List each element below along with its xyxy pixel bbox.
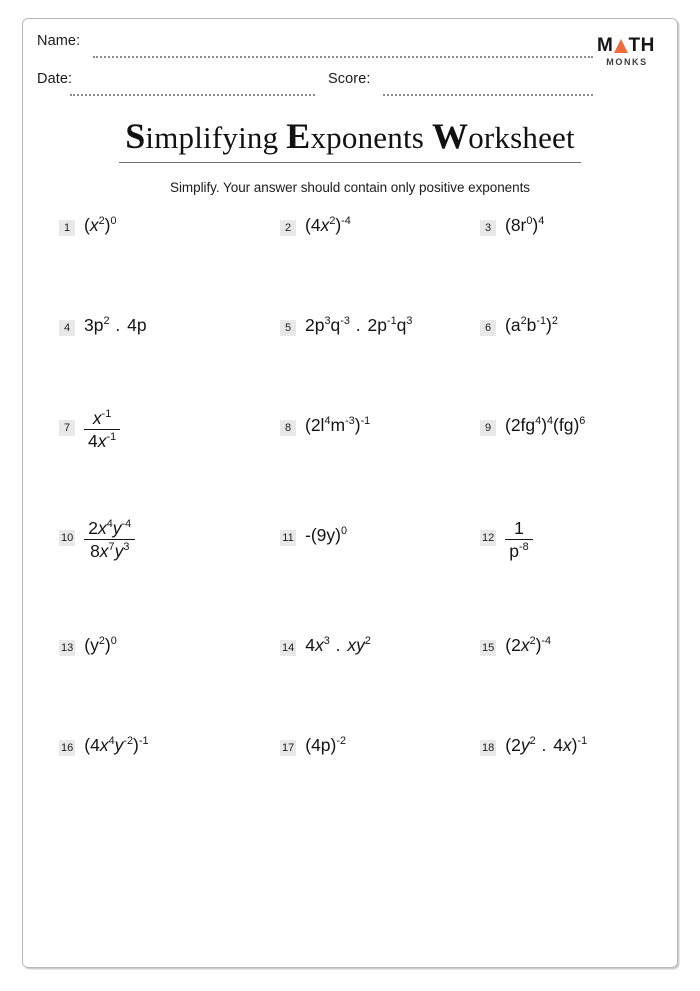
fraction [84, 519, 135, 562]
problem-number: 15 [482, 642, 495, 654]
fraction-numerator: $2x^4y^{-4}$ [88, 518, 132, 538]
problem-expression: $(4p)^{-2}$ [305, 735, 347, 755]
problem-expression: ($2y^2$ . 4x)$^{-1}$ [505, 735, 588, 755]
triangle-icon [614, 39, 628, 53]
title-cap-s: S [125, 116, 146, 156]
problem-expression: $-(9y)^0$ [305, 525, 347, 545]
problem-row [23, 408, 677, 525]
problem-number: 16 [61, 742, 74, 754]
worksheet-header [23, 19, 677, 111]
problem-cell-2 [280, 215, 351, 315]
problem-cell-11 [280, 525, 347, 635]
fraction-numerator: 1 [514, 518, 524, 538]
problem-number: 5 [280, 320, 296, 336]
title-word-exponents: xponents [310, 120, 432, 155]
problem-expression: $4x^3$ . $xy^2$ [305, 635, 371, 655]
problem-expression: $(4x^2)^{-4}$ [305, 215, 351, 235]
problem-cell-3 [480, 215, 544, 315]
worksheet-page [22, 18, 678, 968]
date-label: Date: [37, 71, 73, 87]
fraction-denominator: $8x^7y^3$ [84, 539, 135, 561]
title-cap-w: W [431, 116, 469, 156]
problems-grid [23, 215, 677, 835]
logo-m-letter: M [597, 34, 614, 56]
problem-number: 8 [280, 420, 296, 436]
problem-cell-6 [480, 315, 558, 415]
fraction [84, 409, 120, 452]
fraction-denominator: $p^{-8}$ [505, 539, 532, 561]
name-input-line[interactable] [93, 56, 593, 58]
problem-number: 11 [280, 530, 296, 546]
problem-cell-7 [59, 408, 120, 525]
problem-expression [84, 518, 135, 562]
problem-number: 6 [480, 320, 496, 336]
fraction [505, 519, 532, 562]
problem-number: 9 [480, 420, 496, 436]
problem-number: 12 [482, 532, 495, 544]
problem-expression: $(8r^0)^4$ [505, 215, 545, 235]
problem-cell-16 [59, 735, 148, 835]
problem-expression [505, 518, 532, 562]
problem-expression: $(x^2)^0$ [84, 215, 117, 235]
problem-cell-4 [59, 315, 147, 415]
problem-number: 14 [282, 642, 295, 654]
problem-row [23, 215, 677, 315]
page-title [119, 115, 581, 163]
problem-cell-1 [59, 215, 116, 315]
problem-cell-10 [59, 518, 135, 635]
logo-subtext: MONKS [606, 57, 648, 67]
logo-wordmark [589, 35, 663, 55]
problem-cell-17 [280, 735, 346, 835]
problem-expression: $2p^3q^{-3}$ . $2p^{-1}q^3$ [305, 315, 413, 335]
problem-cell-9 [480, 415, 585, 525]
problem-cell-12 [480, 518, 533, 635]
problem-row [23, 518, 677, 635]
logo-th-letters: TH [628, 34, 655, 56]
problem-number: 10 [61, 532, 74, 544]
title-cap-e: E [286, 116, 311, 156]
problem-number: 18 [482, 742, 495, 754]
problem-expression: $(4x^4y^{-2})^{-1}$ [84, 735, 149, 755]
problem-expression [84, 408, 120, 452]
problem-expression: $(2x^2)^{-4}$ [505, 635, 552, 655]
problem-cell-5 [280, 315, 412, 415]
date-input-line[interactable] [70, 94, 315, 96]
problem-expression: $(2l^4m^{-3})^{-1}$ [305, 415, 371, 435]
score-input-line[interactable] [383, 94, 593, 96]
problem-number: 17 [282, 742, 295, 754]
name-label: Name: [37, 33, 81, 49]
problem-expression: $(y^2)^0$ [84, 635, 117, 655]
math-monks-logo [589, 35, 663, 67]
problem-expression: $(a^2b^{-1})^2$ [505, 315, 558, 335]
problem-row [23, 735, 677, 835]
problem-cell-13 [59, 635, 117, 735]
problem-row [23, 315, 677, 415]
title-word-simplifying: implifying [145, 120, 287, 155]
page-title-wrap [23, 115, 677, 163]
problem-number: 3 [480, 220, 496, 236]
fraction-denominator: $4x^{-1}$ [84, 429, 120, 451]
problem-cell-14 [280, 635, 371, 735]
problem-cell-18 [480, 735, 587, 835]
problem-number: 4 [59, 320, 75, 336]
problem-number: 1 [59, 220, 75, 236]
problem-number: 2 [280, 220, 296, 236]
problem-cell-8 [280, 415, 370, 525]
title-word-worksheet: orksheet [468, 120, 575, 155]
problem-cell-15 [480, 635, 551, 735]
problem-number: 13 [61, 642, 74, 654]
problem-expression: $(2fg^4)^4(fg)^6$ [505, 415, 586, 435]
problem-row [23, 635, 677, 735]
instructions-text: Simplify. Your answer should contain only positive exponents [170, 180, 530, 195]
problem-expression: $3p^2$ . 4p [84, 315, 147, 335]
fraction-numerator: $x^{-1}$ [92, 408, 112, 428]
problem-number: 7 [59, 420, 75, 436]
score-label: Score: [328, 71, 371, 87]
